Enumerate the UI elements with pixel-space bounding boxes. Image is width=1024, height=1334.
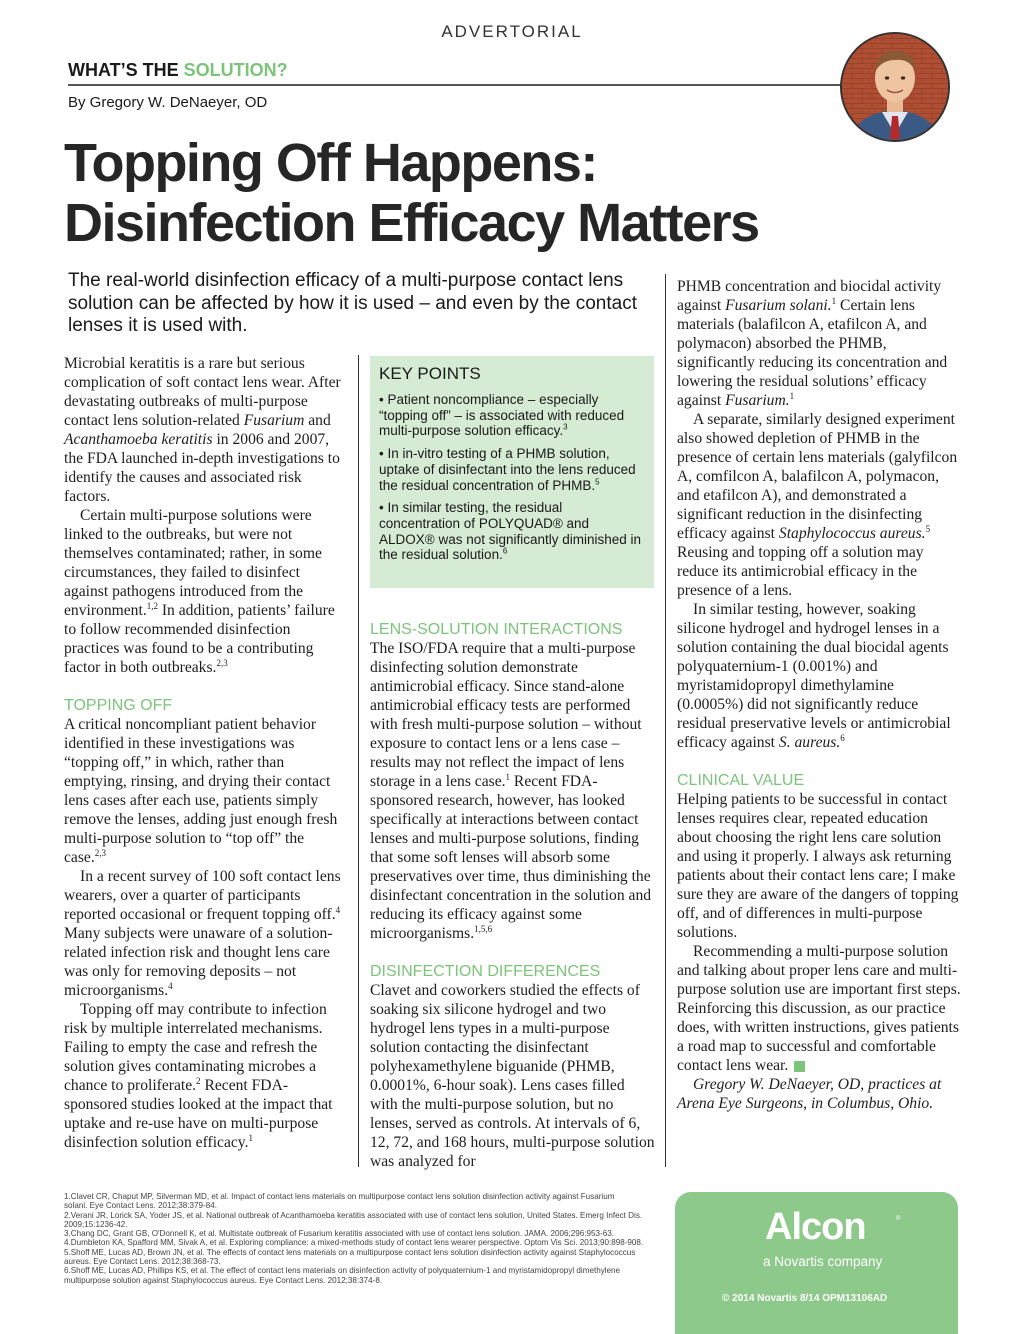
key-point-item [379, 446, 646, 493]
article-column-2 [370, 620, 656, 1171]
headline-line-1: Topping Off Happens: [64, 133, 597, 193]
header-divider [68, 84, 858, 86]
author-portrait-illustration [842, 34, 948, 140]
reference-line: solani. Eye Contact Lens. 2012;38:379-84. [64, 1201, 217, 1211]
sponsor-tagline: a Novartis company [763, 1254, 883, 1269]
key-point-item [379, 392, 646, 439]
paragraph [64, 715, 348, 867]
reference-line: 2.Verani JR, Lorick SA, Yoder JS, et al. National outbreak of Acanthamoeba keratitis associated with use of contact lens solution, United States. Emerg Infect Dis. [64, 1210, 643, 1220]
italic-text: Gregory W. DeNaeyer, OD, practices at Arena Eye Surgeons, in Columbus, Ohio. [677, 1076, 942, 1112]
citation: 2 [196, 1075, 201, 1086]
citation: 6 [502, 546, 508, 556]
italic-text: Staphylococcus aureus. [778, 525, 926, 542]
paragraph [64, 506, 348, 677]
text-run: Topping off may contribute to infection risk by multiple interrelated mechanisms. Failing to empty the case and refresh the solution gives contaminating microbes a chance to proliferate. [64, 1001, 327, 1094]
text-run: and [304, 412, 331, 429]
text-run: In similar testing, however, soaking silicone hydrogel and hydrogel lenses in a solution containing the dual biocidal agents polyquaternium-1 (0.001%) and myristamidopropyl dimethylamine (0.0005%) did not significantly reduce residual preservative levels or antimicrobial efficacy against [677, 601, 951, 751]
text-run: A separate, similarly designed experiment also showed depletion of PHMB in the presence of certain lens materials (galyfilcon A, comfilcon A, balafilcon A, polymacon, and etafilcon A), and demonstrated a significant reduction in the disinfecting efficacy against [677, 411, 958, 542]
citation: 1 [789, 390, 795, 401]
section-heading-topping-off: TOPPING OFF [64, 697, 173, 714]
italic-text: Acanthamoeba keratitis [64, 431, 213, 448]
text-run: Recommending a multi-purpose solution and talking about proper lens care and multi-purpose solution use are important first steps. Reinforcing this discussion, as our practice does, with written instructions, gives patients a road map to successful and comfortable contact lens wear. [677, 943, 961, 1074]
text-run: Certain lens materials (balafilcon A, etafilcon A, and polymacon) absorbed the PHMB, significantly reducing its concentration and lowering the residual solutions’ efficacy against [677, 297, 948, 409]
reference-line: 3.Chang DC, Grant GB, O'Donnell K, et al. Multistate outbreak of Fusarium keratitis associated with use of contact lens solution. JAMA. 2006;296:953-63. [64, 1229, 614, 1239]
reference-line: aureus. Eye Contact Lens. 2012;38:368-73. [64, 1257, 221, 1267]
text-run: Recent FDA-sponsored research, however, has looked specifically at interactions between contact lenses and multi-purpose solutions, finding that some soft lenses will absorb some preservatives over time, thus diminishing the disinfectant concentration in the solution and reducing its efficacy against some microorganisms. [370, 773, 652, 942]
key-point-item [379, 500, 646, 563]
author-bio [677, 1075, 961, 1113]
subheadline: The real-world disinfection efficacy of a multi-purpose contact lens solution can be affected by how it is used – and even by the contact lenses it is used with. [68, 270, 637, 336]
text-run: Reusing and topping off a solution may reduce its antimicrobial efficacy in the presence of a lens. [677, 544, 924, 599]
section-heading-lens-solution-interactions: LENS-SOLUTION INTERACTIONS [370, 621, 623, 638]
text-run: PHMB concentration and biocidal activity against [677, 278, 942, 314]
end-of-article-mark [794, 1061, 805, 1072]
headline-line-2: Disinfection Efficacy Matters [64, 193, 759, 253]
reference-line: 6.Shoff ME, Lucas AD, Phillips KS, et al. The effect of contact lens materials on disinfection activity of polyquaternium-1 and myristamidopropyl dimethylene [64, 1266, 621, 1276]
references [64, 1192, 664, 1285]
citation: 1 [505, 771, 511, 782]
text-run: • In similar testing, the residual concentration of POLYQUAD® and ALDOX® was not significantly diminished in the residual solution. [379, 500, 642, 563]
text-run: in 2006 and 2007, the FDA launched in-depth investigations to identify the causes and associated risk factors. [64, 431, 340, 505]
italic-text: Fusarium solani. [725, 297, 832, 314]
column-divider-left [358, 355, 359, 1167]
citation: 5 [595, 477, 600, 487]
copyright-notice: © 2014 Novartis 8/14 OPM13106AD [722, 1293, 888, 1304]
key-points-box [370, 356, 654, 588]
text-run: Microbial keratitis is a rare but serious complication of soft contact lens wear. After devastating outbreaks of multi-purpose contact lens solution-related [64, 355, 341, 429]
registered-mark: ® [896, 1216, 901, 1222]
paragraph [677, 277, 961, 410]
article-column-3 [677, 277, 961, 1113]
text-run: A critical noncompliant patient behavior identified in these investigations was “topping off,” in which, rather than emptying, rinsing, and drying their contact lens cases after each use, patients simply remove the lenses, adding just enough fresh multi-purpose solution to “top off” the case. [64, 716, 338, 866]
reference-line: 5.Shoff ME, Lucas AD, Brown JN, et al. The effects of contact lens materials on a multipurpose contact lens solution disinfection activity against Staphylococcus [64, 1247, 636, 1257]
italic-text: Fusarium. [725, 392, 790, 409]
paragraph [677, 600, 961, 752]
article-column-1 [64, 354, 348, 1152]
paragraph [677, 942, 961, 1075]
citation: 1,2 [146, 600, 158, 611]
sponsor-panel [675, 1192, 958, 1334]
text-run: • Patient noncompliance – especially “topping off” – is associated with reduced multi-purpose solution efficacy. [379, 392, 625, 439]
text-run: Many subjects were unaware of a solution-related infection risk and thought lens care was only for removing deposits – not microorganisms. [64, 925, 333, 999]
advertorial-label: ADVERTORIAL [441, 22, 583, 41]
citation: 4 [335, 904, 341, 915]
section-label-prefix: WHAT’S THE [68, 60, 184, 80]
paragraph: Helping patients to be successful in contact lenses requires clear, repeated education about choosing the right lens care solution and using it properly. I always ask returning patients about their contact lens care; I make sure they are aware of the dangers of topping off, and of differences in multi-purpose solutions. [677, 791, 959, 941]
section-label [68, 60, 288, 81]
text-run: Certain multi-purpose solutions were linked to the outbreaks, but were not themselves contaminated; rather, in some circumstances, they failed to disinfect against pathogens introduced from the environment. [64, 507, 322, 619]
paragraph [64, 867, 348, 1000]
reference-line: 1.Clavet CR, Chaput MP, Silverman MD, et al. Impact of contact lens materials on multipurpose contact lens solution disinfection activity against Fusarium [64, 1192, 615, 1201]
paragraph [370, 639, 656, 943]
italic-text: S. aureus. [778, 734, 841, 751]
alcon-logo: Alcon [765, 1206, 866, 1248]
section-heading-clinical-value: CLINICAL VALUE [677, 772, 805, 789]
text-run: Recent FDA-sponsored studies looked at the impact that uptake and re-use have on multi-purpose disinfection solution efficacy. [64, 1077, 333, 1151]
key-points-title: KEY POINTS [379, 364, 481, 383]
citation: 1,5,6 [474, 923, 493, 934]
column-divider-right [665, 274, 666, 1167]
text-run: The ISO/FDA require that a multi-purpose disinfecting solution demonstrate antimicrobial efficacy. Since stand-alone antimicrobial efficacy tests are performed with fresh multi-purpose solution – without exposure to contact lens or a lens case – results may not reflect the impact of lens storage in a lens case. [370, 640, 642, 790]
citation: 5 [925, 523, 931, 534]
reference-line: multipurpose solution against Staphylococcus aureus. Eye Contact Lens. 2012;38:374-8. [64, 1275, 383, 1285]
section-heading-disinfection-differences: DISINFECTION DIFFERENCES [370, 963, 601, 980]
citation: 2,3 [94, 847, 106, 858]
reference-line: 4.Dumbleton KA, Spafford MM, Sivak A, et al. Exploring compliance: a mixed-methods study of contact lens wearer perspective. Optom Vis Sci. 2013;90:898-908. [64, 1238, 644, 1248]
citation: 6 [840, 732, 845, 743]
headline [64, 133, 964, 253]
text-run: • In in-vitro testing of a PHMB solution, uptake of disinfectant into the lens reduced the residual concentration of PHMB. [379, 446, 636, 493]
reference-line: 2009;15:1236-42. [64, 1219, 128, 1229]
paragraph [677, 410, 961, 600]
paragraph [64, 354, 348, 506]
paragraph [64, 1000, 348, 1152]
citation: 1 [831, 295, 837, 306]
section-label-accent: SOLUTION? [183, 60, 288, 80]
citation: 3 [563, 422, 568, 432]
text-run: In a recent survey of 100 soft contact lens wearers, over a quarter of participants reported occasional or frequent topping off. [64, 868, 341, 923]
byline: By Gregory W. DeNaeyer, OD [68, 94, 268, 111]
paragraph: Clavet and coworkers studied the effects of soaking six silicone hydrogel and two hydrogel lens types in a multi-purpose solution contacting the disinfectant polyhexamethylene biguanide (PHMB, 0.0001%, 6-hour soak). Lens cases filled with the multi-purpose solution, but no lenses, served as controls. At intervals of 6, 12, 72, and 168 hours, multi-purpose solution was analyzed for [370, 982, 655, 1170]
citation: 1 [248, 1132, 253, 1143]
citation: 2,3 [216, 657, 228, 668]
text-run: In addition, patients’ failure to follow recommended disinfection practices was found to be a contributing factor in both outbreaks. [64, 602, 335, 676]
author-photo [840, 32, 950, 142]
citation: 4 [168, 980, 173, 991]
italic-text: Fusarium [243, 412, 305, 429]
